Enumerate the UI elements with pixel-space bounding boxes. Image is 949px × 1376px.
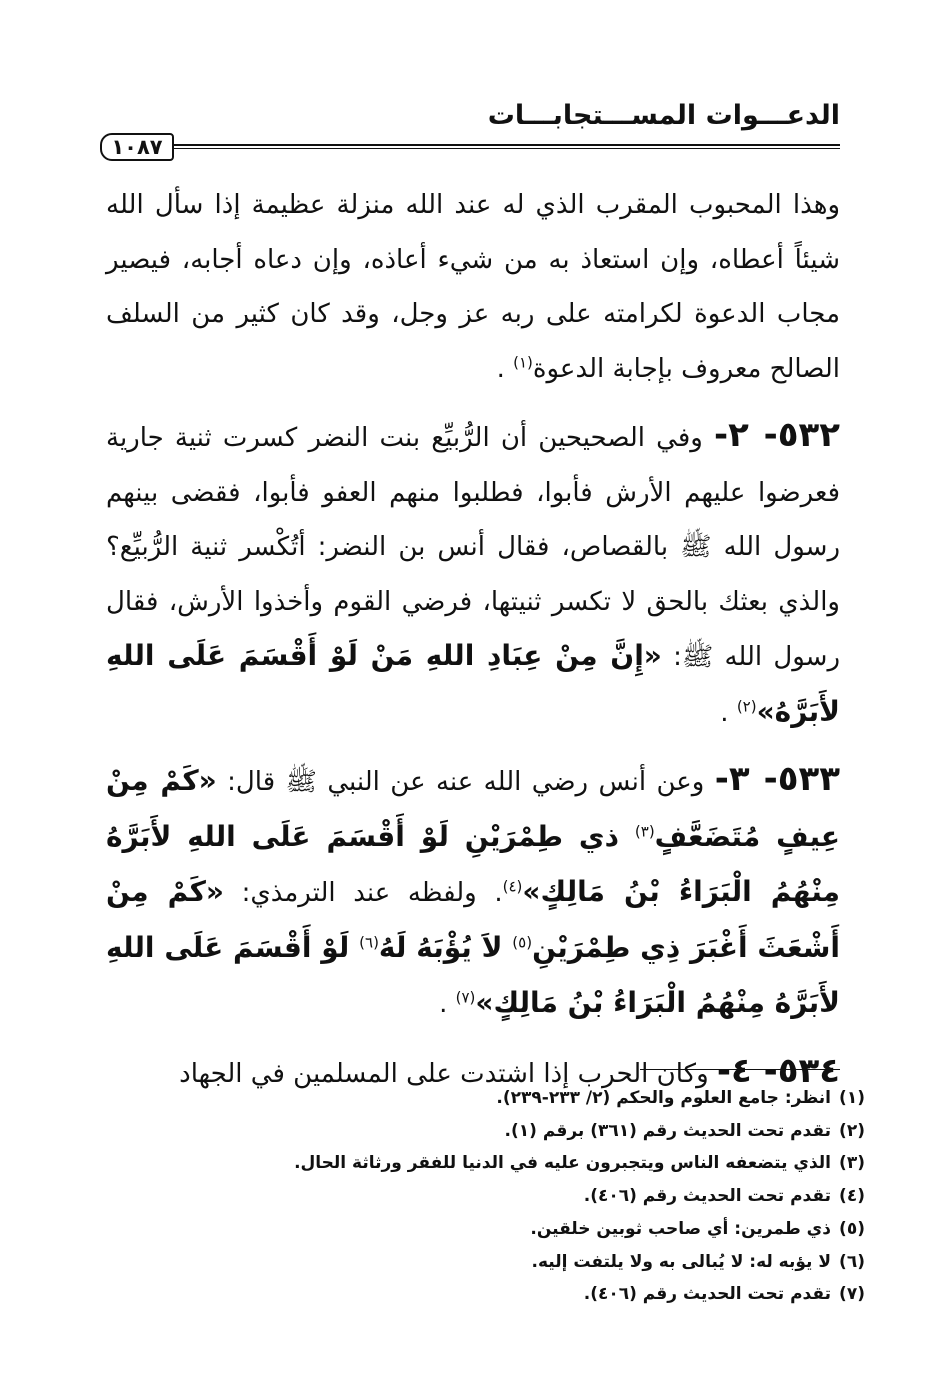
paragraph-intro: [106, 178, 840, 396]
page-number-badge: [100, 133, 174, 161]
hadith-quote-533-c: «كَمْ مِنْ أَشْعَثَ أَغْبَرَ ذِي طِمْرَيْنِ: [106, 875, 840, 964]
paragraph-533-text-a: وعن أنس رضي الله عنه عن النبي ﷺ قال:: [216, 767, 715, 797]
footnote-ref-4: (٤): [502, 877, 523, 896]
item-number-533: ٥٣٣- ٣-: [714, 759, 840, 799]
footnote-text: تقدم تحت الحديث رقم (٣٦١) برقم (١).: [504, 1120, 831, 1141]
header-rule-area: [100, 135, 840, 159]
footnote-separator: [640, 1069, 840, 1070]
paragraph-532-end: .: [720, 697, 737, 728]
paragraph-532-text: وفي الصحيحين أن الرُّبيِّع بنت النضر كسرت ثنية جارية فعرضوا عليهم الأرش فأبوا، فطلبوا منهم العفو فأبوا، فقضى بينهم رسول الله ﷺ بالقصاص، فقال أنس بن النضر: أتُكْسر ثنية الرُّبيِّع؟ والذي بعثك بالحق لا تكسر ثنيتها، فرضي القوم وأخذوا الأرش، فقال رسول الله ﷺ:: [106, 423, 840, 672]
footnote-ref-7: (٧): [455, 988, 476, 1007]
item-number-532: ٥٣٢- ٢-: [714, 415, 840, 455]
footnotes: [106, 1082, 865, 1311]
hadith-quote-533-e: لَوْ أَقْسَمَ عَلَى اللهِ لأَبَرَّهُ مِنْهُمُ الْبَرَاءُ بْنُ مَالِكٍ»: [106, 930, 840, 1019]
running-title: الدعـــوات المســـتجابـــات: [487, 100, 840, 131]
footnote-number: (٦): [839, 1251, 865, 1272]
footnote-ref-2: (٢): [736, 696, 757, 715]
footnote-ref-1: (١): [513, 352, 533, 371]
hadith-quote-533-b: ذي طِمْرَيْنِ لَوْ أَقْسَمَ عَلَى اللهِ لأَبَرَّهُ مِنْهُمُ الْبَرَاءُ بْنُ مَالِكٍ»: [106, 819, 841, 908]
footnote-text: لا يؤبه له: لا يُبالى به ولا يلتفت إليه.: [531, 1251, 831, 1272]
main-text: [106, 178, 840, 1101]
paragraph-532: [106, 408, 840, 740]
footnote-text: تقدم تحت الحديث رقم (٤٠٦).: [583, 1186, 831, 1207]
footnote-ref-6: (٦): [359, 932, 379, 951]
footnote-ref-5: (٥): [512, 932, 533, 951]
paragraph-intro-end: .: [496, 353, 514, 384]
paragraph-533-end: .: [439, 989, 456, 1019]
paragraph-intro-text: وهذا المحبوب المقرب الذي له عند الله منزلة عظيمة إذا سأل الله شيئاً أعطاه، وإن استعاذ به من شيء أعاذه، وإن دعاه أجابه، فيصير مجاب الدعوة لكرامته على ربه عز وجل، وقد كان كثير من السلف الصالح معروف بإجابة الدعوة: [106, 190, 840, 384]
footnote-text: ذي طمرين: أي صاحب ثوبين خلقين.: [530, 1218, 831, 1239]
footnote-number: (١): [839, 1088, 865, 1108]
hadith-quote-532: «إِنَّ مِنْ عِبَادِ اللهِ مَنْ لَوْ أَقْسَمَ عَلَى اللهِ لأَبَرَّهُ»: [106, 639, 840, 728]
page-number: ١٠٨٧: [111, 135, 163, 159]
footnote-text: انظر: جامع العلوم والحكم (٢/ ٢٣٣-٢٣٩).: [496, 1088, 831, 1108]
footnote-number: (٢): [839, 1120, 865, 1141]
footnote-text: تقدم تحت الحديث رقم (٤٠٦).: [583, 1284, 831, 1305]
footnote-number: (٧): [839, 1284, 865, 1305]
header-double-rule: [174, 144, 840, 149]
hadith-quote-533-a: «كَمْ مِنْ عِيفٍ مُتَضَعَّفٍ: [106, 764, 840, 853]
footnote: [106, 1246, 865, 1279]
item-number-534: ٥٣٤- ٤-: [716, 1050, 840, 1091]
footnote: [106, 1147, 865, 1180]
footnote-ref-3: (٣): [634, 821, 655, 840]
paragraph-534-text: وكان الحرب إذا اشتدت على المسلمين في الجهاد: [179, 1058, 717, 1089]
hadith-quote-533-d: لاَ يُؤْبَهُ لَهُ: [378, 930, 513, 964]
footnote-number: (٣): [839, 1153, 865, 1174]
paragraph-533: [106, 752, 840, 1032]
paragraph-533-text-b: . ولفظه عند الترمذي:: [223, 878, 503, 908]
footnote: [106, 1082, 865, 1115]
footnote: [106, 1213, 865, 1246]
footnote: [106, 1278, 865, 1311]
page-header: [100, 88, 840, 168]
footnote-number: (٤): [839, 1186, 865, 1207]
footnote-number: (٥): [839, 1218, 865, 1239]
footnote: [106, 1180, 865, 1213]
footnote-text: الذي يتضعفه الناس ويتجبرون عليه في الدنيا للفقر ورثاثة الحال.: [294, 1153, 831, 1174]
footnote: [106, 1115, 865, 1148]
